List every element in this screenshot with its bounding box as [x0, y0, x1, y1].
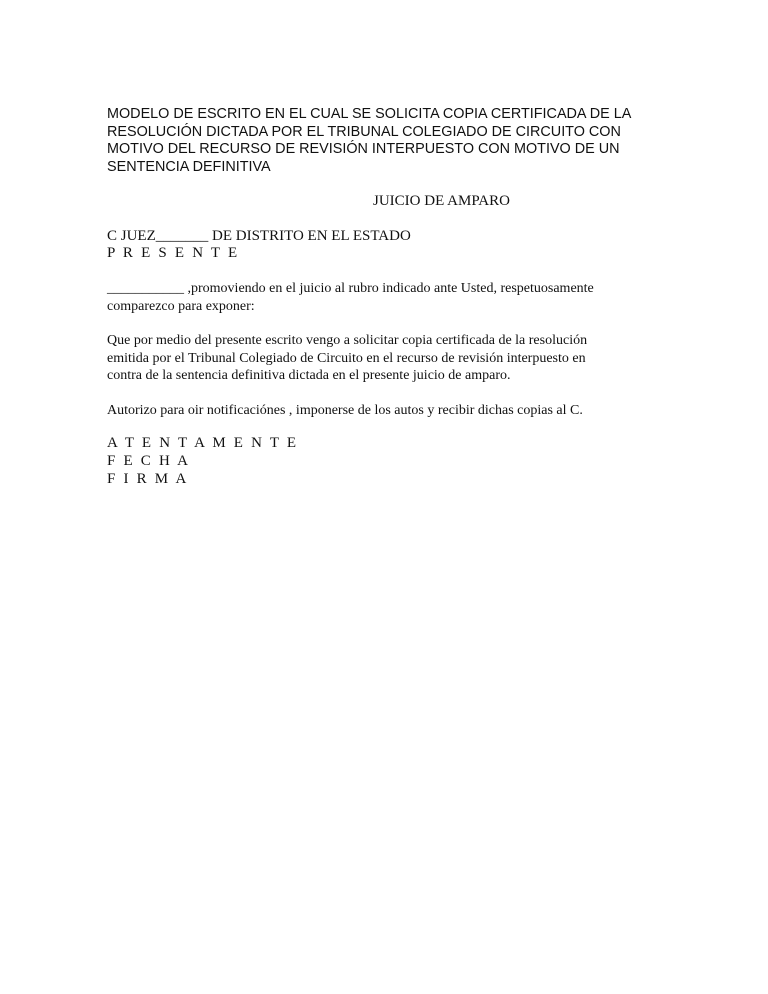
- title-line: MODELO DE ESCRITO EN EL CUAL SE SOLICITA COPIA CERTIFICADA DE LA: [107, 106, 632, 122]
- request-paragraph: [107, 332, 587, 385]
- date-label: F E C H A: [107, 453, 191, 469]
- title-line: MOTIVO DEL RECURSO DE REVISIÓN INTERPUESTO CON MOTIVO DE UN: [107, 141, 620, 157]
- request-line: emitida por el Tribunal Colegiado de Circuito en el recurso de revisión interpuesto en: [107, 350, 586, 366]
- authorization-paragraph: Autorizo para oir notificaciónes , imponerse de los autos y recibir dichas copias al C.: [107, 403, 583, 418]
- title-line: RESOLUCIÓN DICTADA POR EL TRIBUNAL COLEGIADO DE CIRCUITO CON: [107, 123, 621, 140]
- document-title: [107, 106, 667, 176]
- presente-label: P R E S E N T E: [107, 245, 240, 261]
- case-heading: JUICIO DE AMPARO: [373, 193, 510, 209]
- request-line: contra de la sentencia definitiva dictada en el presente juicio de amparo.: [107, 368, 511, 383]
- closing-label: A T E N T A M E N T E: [107, 435, 299, 451]
- intro-paragraph: [107, 280, 594, 315]
- request-line: Que por medio del presente escrito vengo a solicitar copia certificada de la resolución: [107, 333, 588, 348]
- addressee: C JUEZ_______ DE DISTRITO EN EL ESTADO: [107, 228, 411, 244]
- intro-line: comparezco para exponer:: [107, 298, 255, 314]
- signature-label: F I R M A: [107, 471, 189, 487]
- intro-line: ___________ ,promoviendo en el juicio al rubro indicado ante Usted, respetuosamente: [107, 281, 594, 296]
- title-line: SENTENCIA DEFINITIVA: [107, 158, 271, 175]
